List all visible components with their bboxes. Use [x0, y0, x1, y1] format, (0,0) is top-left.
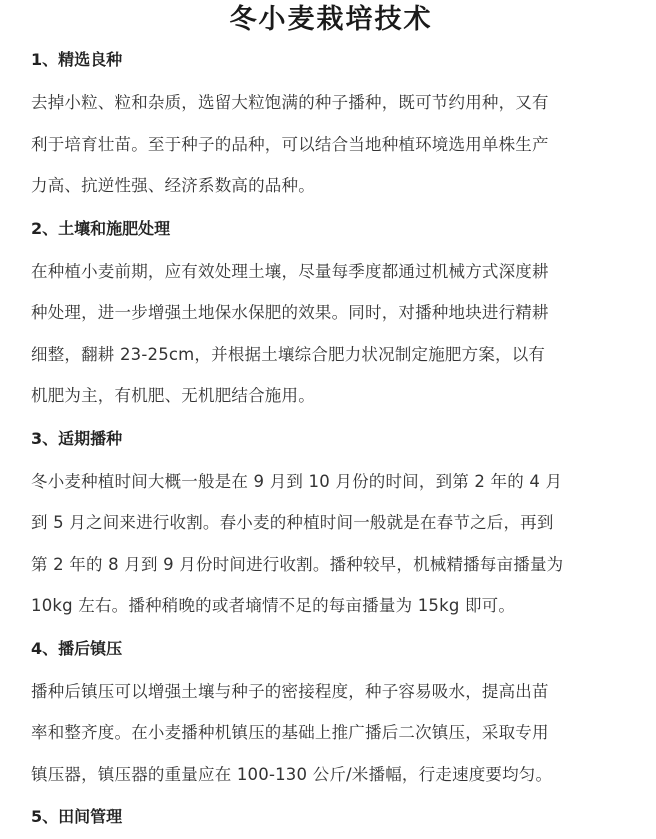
paragraph-line: 到 5 月之间来进行收割。春小麦的种植时间一般就是在春节之后，再到 [31, 513, 554, 532]
paragraph-line: 细整，翻耕 23-25cm，并根据土壤综合肥力状况制定施肥方案，以有 [31, 344, 546, 364]
paragraph-line: 在种植小麦前期，应有效处理土壤，尽量每季度都通过机械方式深度耕 [31, 261, 549, 281]
section-heading: 1、精选良种 [31, 50, 123, 69]
article [31, 0, 631, 839]
section-heading: 3、适期播种 [31, 428, 123, 448]
section-heading: 4、播后镇压 [31, 638, 123, 658]
section-soil-fertilizer [31, 207, 631, 417]
section-paragraph [31, 671, 631, 796]
section-heading: 5、田间管理 [31, 807, 123, 826]
section-timely-sowing [31, 417, 631, 627]
paragraph-line: 镇压器，镇压器的重量应在 100-130 公斤/米播幅，行走速度要均匀。 [31, 764, 553, 784]
section-post-sowing-compaction [31, 627, 631, 796]
paragraph-line: 第 2 年的 8 月到 9 月份时间进行收割。播种较早，机械精播每亩播量为 [31, 554, 564, 574]
section-paragraph [31, 251, 631, 417]
paragraph-line: 力高、抗逆性强、经济系数高的品种。 [31, 176, 315, 195]
section-paragraph [31, 461, 631, 627]
paragraph-line: 种处理，进一步增强土地保水保肥的效果。同时，对播种地块进行精耕 [31, 303, 549, 322]
paragraph-line: 播种后镇压可以增强土壤与种子的密接程度，种子容易吸水，提高出苗 [31, 681, 549, 701]
section-heading: 2、土壤和施肥处理 [31, 218, 171, 238]
paragraph-line: 率和整齐度。在小麦播种机镇压的基础上推广播后二次镇压，采取专用 [31, 723, 549, 742]
paragraph-line: 10kg 左右。播种稍晚的或者墒情不足的每亩播量为 15kg 即可。 [31, 596, 516, 615]
section-field-management [31, 795, 631, 839]
article-title: 冬小麦栽培技术 [229, 4, 433, 35]
paragraph-line: 去掉小粒、粒和杂质，选留大粒饱满的种子播种，既可节约用种，又有 [31, 93, 549, 112]
paragraph-line: 冬小麦种植时间大概一般是在 9 月到 10 月份的时间，到第 2 年的 4 月 [31, 471, 563, 491]
paragraph-line: 利于培育壮苗。至于种子的品种，可以结合当地种植环境选用单株生产 [31, 134, 549, 154]
section-select-seeds [31, 38, 631, 207]
section-paragraph [31, 82, 631, 207]
paragraph-line: 机肥为主，有机肥、无机肥结合施用。 [31, 386, 315, 405]
